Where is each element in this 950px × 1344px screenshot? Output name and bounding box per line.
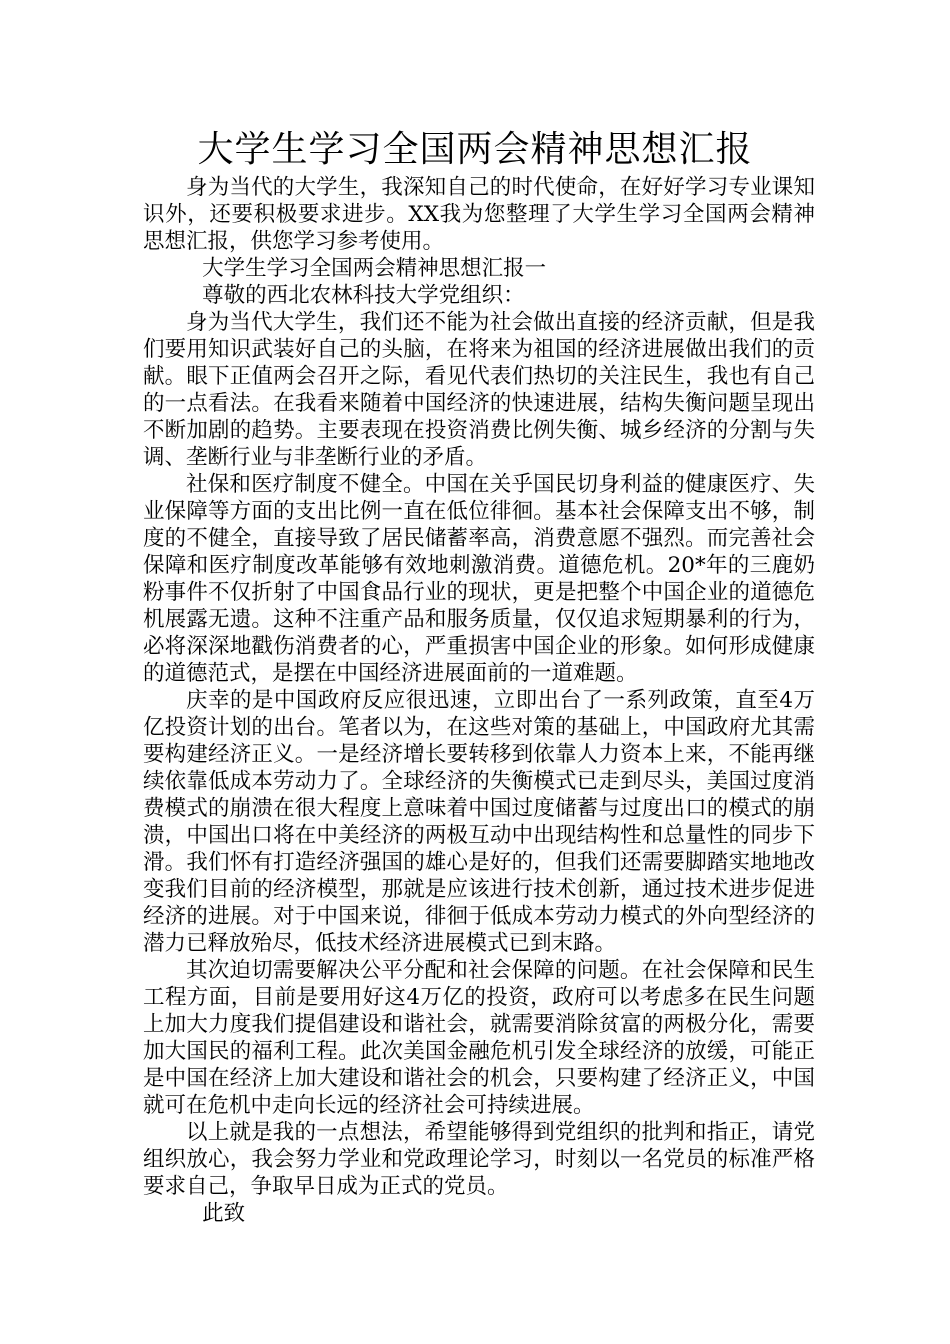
- body-paragraph: 庆幸的是中国政府反应很迅速，立即出台了一系列政策，直至4万亿投资计划的出台。笔者以为，在这些对策的基础上，中国政府尤其需要构建经济正义。一是经济增长要转移到依靠人力资本上来，不能再继续依靠低成本劳动力了。全球经济的失衡模式已走到尽头，美国过度消费模式的崩溃在很大程度上意味着中国过度储蓄与过度出口的模式的崩溃，中国出口将在中美经济的两极互动中出现结构性和总量性的同步下滑。我们怀有打造经济强国的雄心是好的，但我们还需要脚踏实地地改变我们目前的经济模型，那就是应该进行技术创新，通过技术进步促进经济的进展。对于中国来说，徘徊于低成本劳动力模式的外向型经济的潜力已释放殆尽，低技术经济进展模式已到末路。: [143, 688, 815, 956]
- salutation: 尊敬的西北农林科技大学党组织：: [202, 283, 525, 308]
- document-body: [143, 174, 815, 1227]
- section-heading: 大学生学习全国两会精神思想汇报一: [202, 256, 547, 281]
- closing-line: 此致: [202, 1201, 246, 1226]
- body-paragraph: 身为当代大学生，我们还不能为社会做出直接的经济贡献，但是我们要用知识武装好自己的头脑，在将来为祖国的经济进展做出我们的贡献。眼下正值两会召开之际，看见代表们热切的关注民生，我也有自己的一点看法。在我看来随着中国经济的快速进展，结构失衡问题呈现出不断加剧的趋势。主要表现在投资消费比例失衡、城乡经济的分割与失调、垄断行业与非垄断行业的矛盾。: [143, 310, 815, 470]
- body-paragraph: 社保和医疗制度不健全。中国在关乎国民切身利益的健康医疗、失业保障等方面的支出比例一直在低位徘徊。基本社会保障支出不够，制度的不健全，直接导致了居民储蓄率高，消费意愿不强烈。而完善社会保障和医疗制度改革能够有效地刺激消费。道德危机。20*年的三鹿奶粉事件不仅折射了中国食品行业的现状，更是把整个中国企业的道德危机展露无遗。这种不注重产品和服务质量，仅仅追求短期暴利的行为，必将深深地戳伤消费者的心，严重损害中国企业的形象。如何形成健康的道德范式，是摆在中国经济进展面前的一道难题。: [143, 472, 815, 686]
- body-paragraph: 以上就是我的一点想法，希望能够得到党组织的批判和指正，请党组织放心，我会努力学业和党政理论学习，时刻以一名党员的标准严格要求自己，争取早日成为正式的党员。: [143, 1120, 815, 1199]
- document-title: 大学生学习全国两会精神思想汇报: [197, 129, 753, 170]
- intro-paragraph: 身为当代的大学生，我深知自己的时代使命，在好好学习专业课知识外，还要积极要求进步。XX我为您整理了大学生学习全国两会精神思想汇报，供您学习参考使用。: [143, 175, 815, 254]
- body-paragraph: 其次迫切需要解决公平分配和社会保障的问题。在社会保障和民生工程方面，目前是要用好这4万亿的投资，政府可以考虑多在民生问题上加大力度我们提倡建设和谐社会，就需要消除贫富的两极分化，需要加大国民的福利工程。此次美国金融危机引发全球经济的放缓，可能正是中国在经济上加大建设和谐社会的机会，只要构建了经济正义，中国就可在危机中走向长远的经济社会可持续进展。: [143, 958, 815, 1118]
